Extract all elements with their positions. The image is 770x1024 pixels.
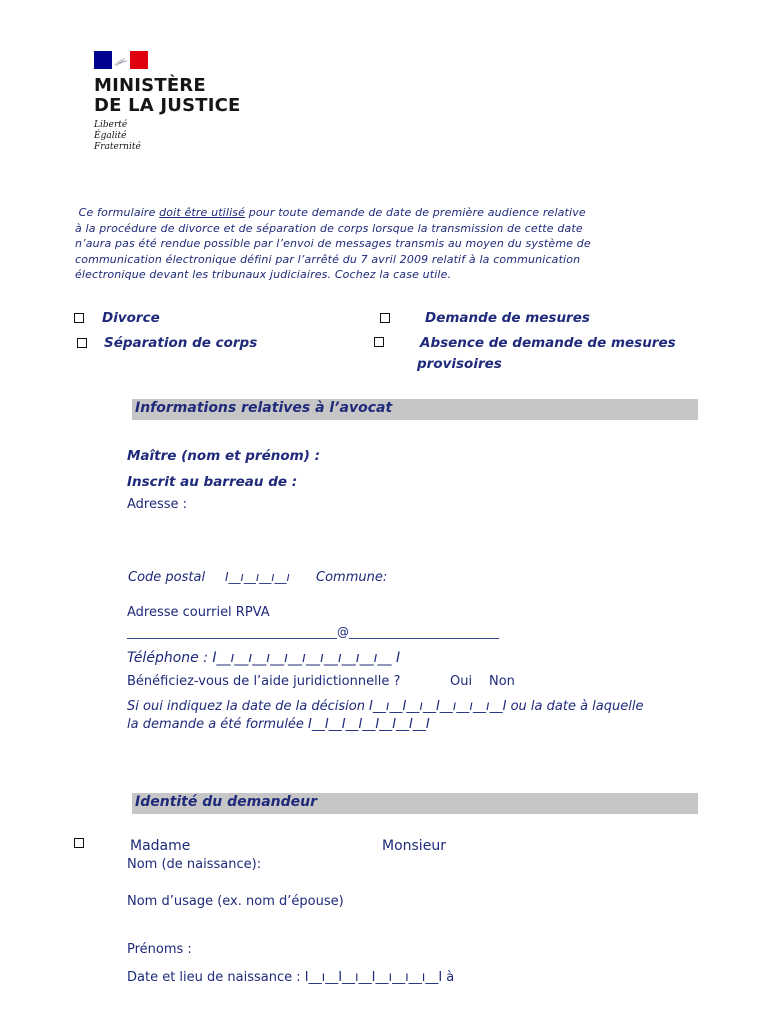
aide-label: Bénéficiez-vous de l’aide juridictionnelle ?	[127, 674, 401, 689]
date-decision-field[interactable]: Si oui indiquez la date de la décision I__ı__I__ı__I__ı__ı__ı__I ou la date à laquelle	[127, 699, 644, 714]
demande-mesures-label: Demande de mesures	[425, 310, 590, 326]
marianne-profile-icon	[104, 53, 138, 67]
section-avocat-header	[132, 399, 698, 420]
intro-underlined: doit être utilisé	[159, 206, 246, 219]
devise-fraternite: Fraternité	[94, 142, 141, 152]
absence-mesures-checkbox[interactable]	[374, 337, 384, 347]
code-postal-label: Code postal	[128, 570, 206, 585]
madame-checkbox[interactable]	[74, 838, 84, 848]
maitre-label: Maître (nom et prénom) :	[127, 448, 320, 464]
date-lieu-naissance-field[interactable]: Date et lieu de naissance : I__ı__I__ı__I__ı__ı__ı__I à	[127, 970, 455, 985]
code-postal-field[interactable]: I__ı__ı__ı__ı	[225, 570, 290, 584]
nom-usage-label: Nom d’usage (ex. nom d’épouse)	[127, 894, 344, 909]
date-demande-field[interactable]: la demande a été formulée I__I__I__I__I__I__I__I	[127, 717, 430, 732]
absence-mesures-label-1: Absence de demande de mesures	[420, 335, 676, 351]
aide-non-option[interactable]: Non	[489, 674, 515, 689]
devise-liberte: Liberté	[94, 120, 128, 130]
logo-justice: DE LA JUSTICE	[94, 95, 241, 116]
logo-ministere: MINISTÈRE	[94, 75, 206, 96]
commune-label: Commune:	[316, 570, 388, 585]
prenoms-label: Prénoms :	[127, 942, 192, 957]
separation-label: Séparation de corps	[104, 335, 258, 351]
barreau-label: Inscrit au barreau de :	[127, 474, 298, 490]
adresse-label: Adresse :	[127, 497, 188, 512]
courriel-label: Adresse courriel RPVA	[127, 605, 270, 620]
intro-paragraph: Ce formulaire doit être utilisé pour toute demande de date de première audience relative à la procédure de divorce et de séparation de corps lorsque la transmission de cette date n’aura pas été rendue possible par l’envoi de messages transmis au moyen du système de communication électronique défini par l’arrêté du 7 avril 2009 relatif à la communication électronique devant les tribunaux judiciaires. Cochez la case utile.	[75, 206, 591, 281]
aide-oui-option[interactable]: Oui	[450, 674, 473, 689]
section-avocat-title: Informations relatives à l’avocat	[135, 400, 393, 416]
marianne-flag-logo	[94, 51, 148, 69]
demande-mesures-checkbox[interactable]	[380, 313, 390, 323]
madame-label: Madame	[130, 838, 191, 854]
divorce-checkbox[interactable]	[74, 313, 84, 323]
divorce-label: Divorce	[102, 310, 160, 326]
devise-egalite: Égalité	[94, 131, 127, 141]
monsieur-label: Monsieur	[382, 838, 446, 854]
telephone-field[interactable]: Téléphone : I__ı__ı__ı__ı__ı__ı__ı__ı__ı__ I	[127, 650, 401, 666]
absence-mesures-label-2: provisoires	[417, 356, 502, 372]
courriel-field[interactable]: ___________________________________@_________________________	[127, 625, 499, 639]
nom-naissance-label: Nom (de naissance):	[127, 857, 262, 872]
section-demandeur-title: Identité du demandeur	[135, 794, 318, 810]
section-demandeur-header	[132, 793, 698, 814]
separation-checkbox[interactable]	[77, 338, 87, 348]
